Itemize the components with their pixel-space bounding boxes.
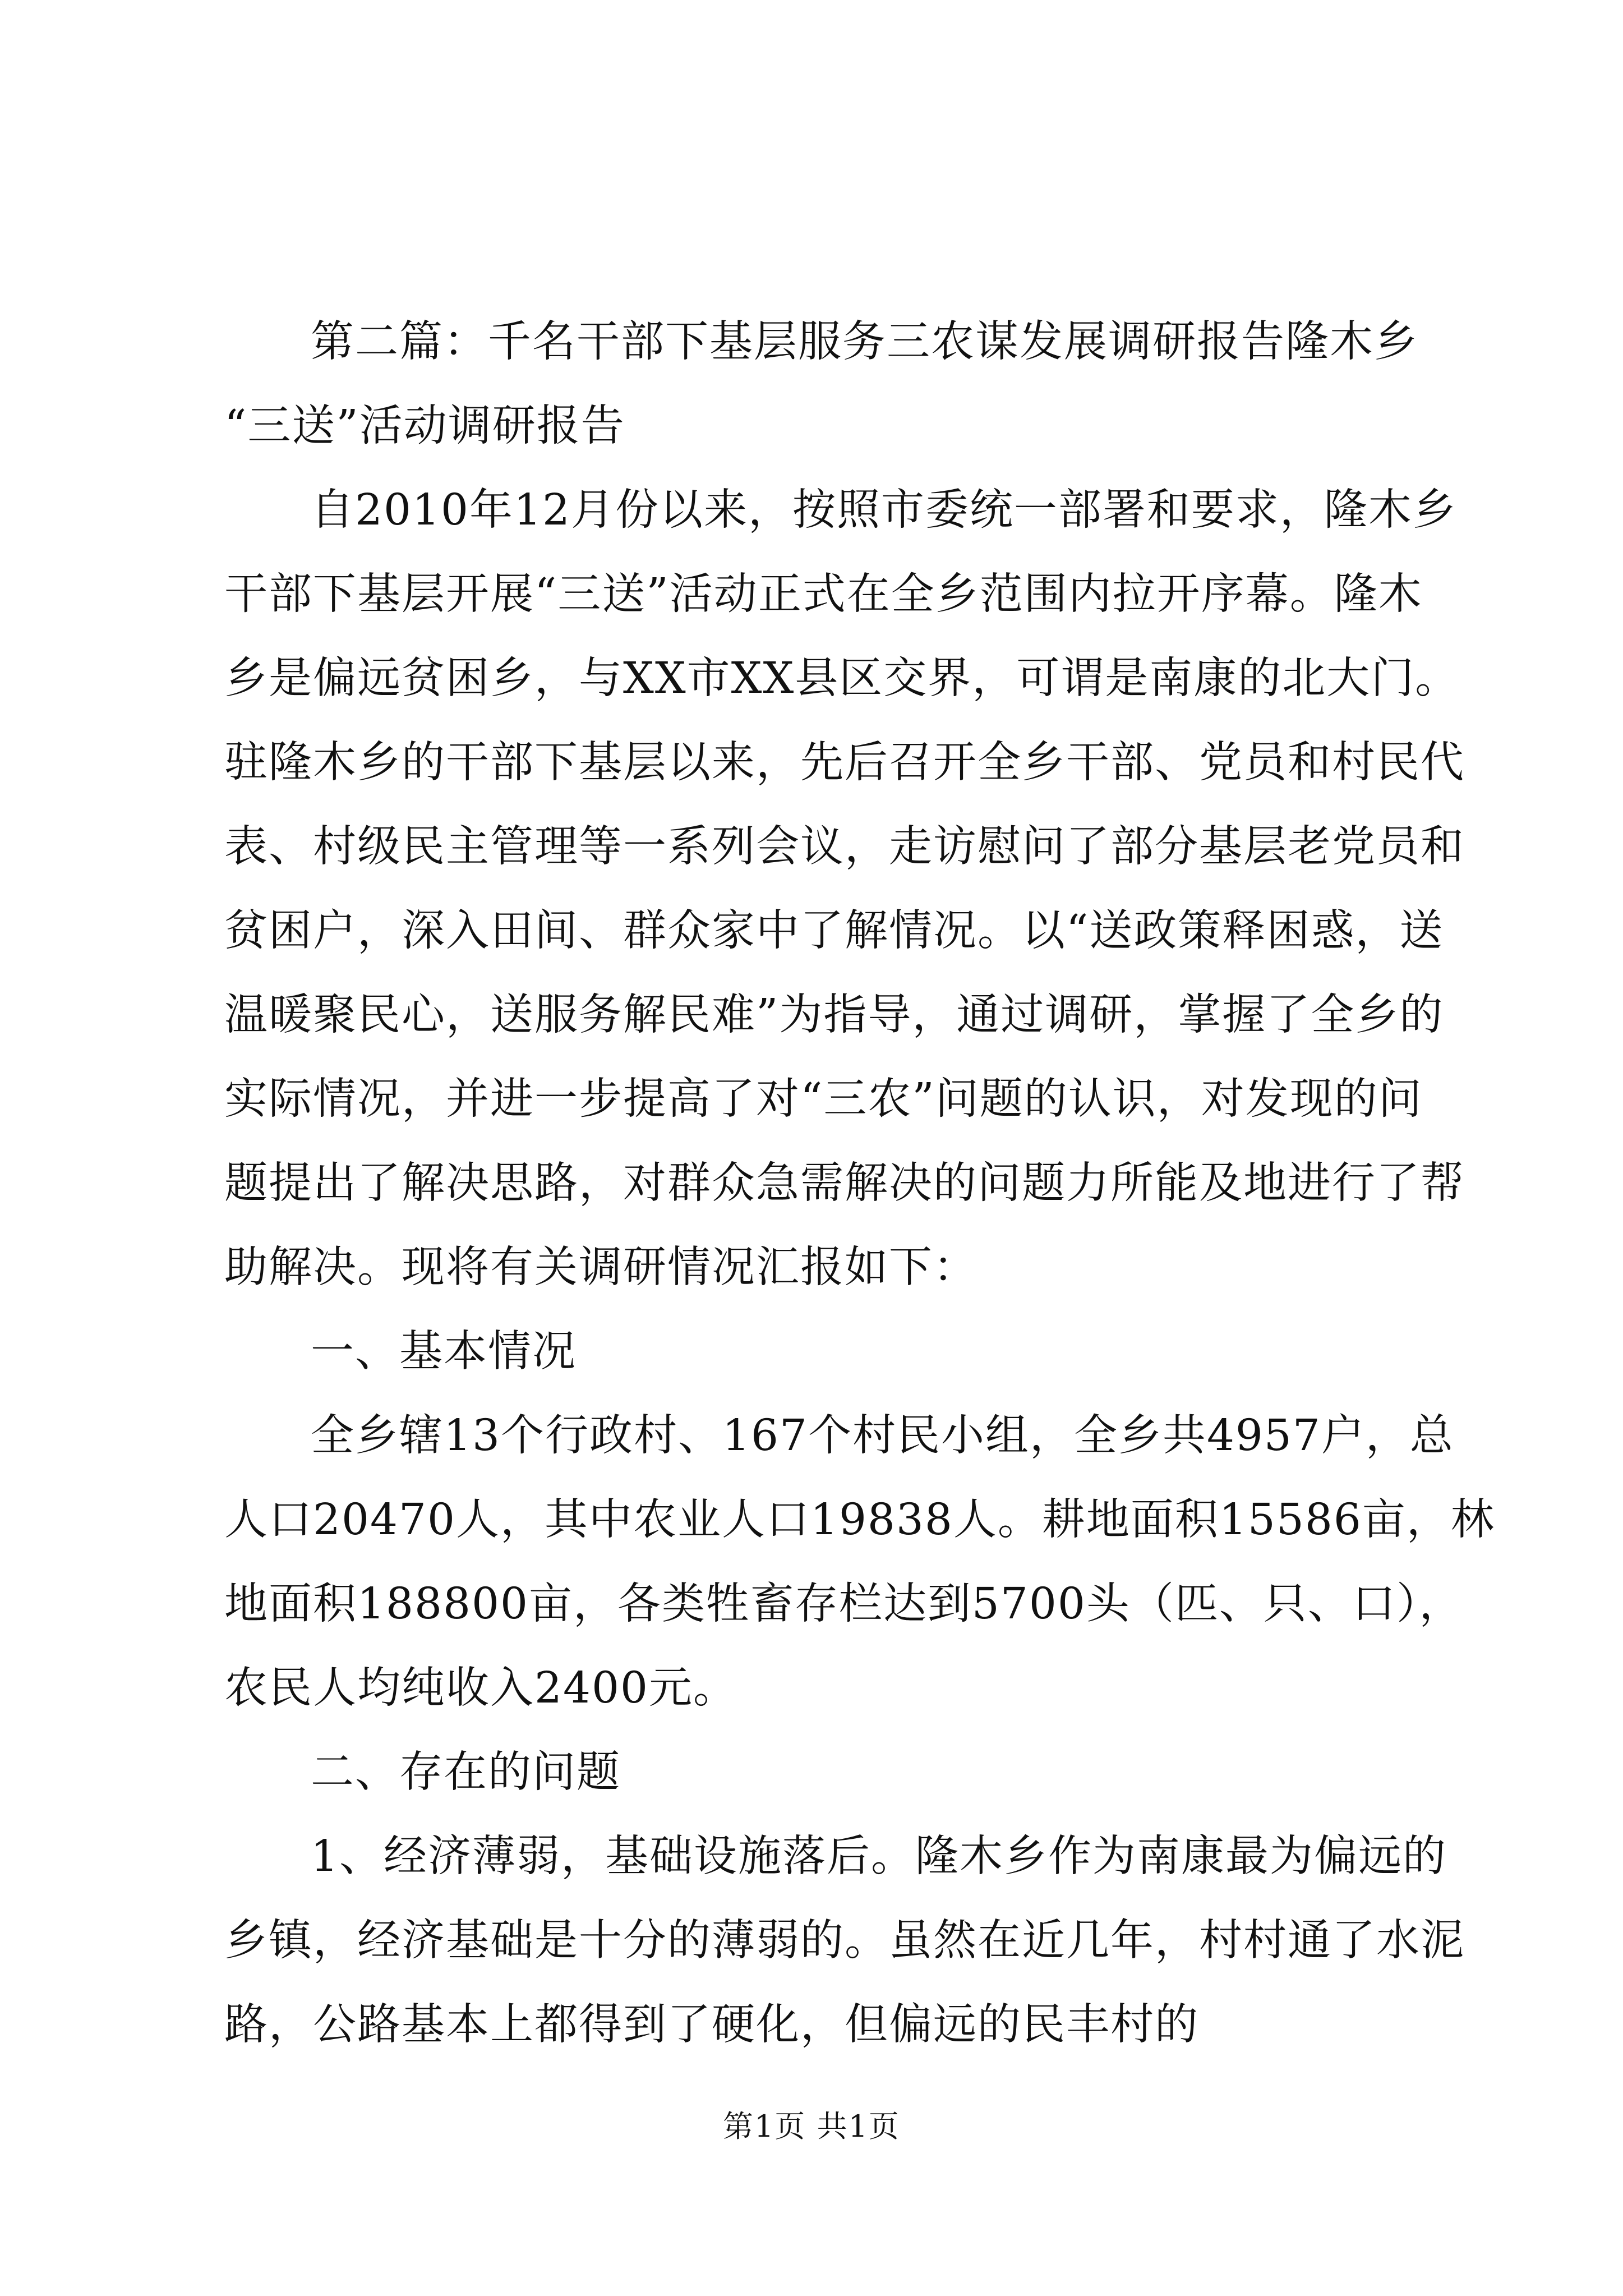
text-line: 表、村级民主管理等一系列会议，走访慰问了部分基层老党员和: [224, 822, 1465, 872]
text-line: 驻隆木乡的干部下基层以来，先后召开全乡干部、党员和村民代: [224, 738, 1465, 788]
title-line: “三送”活动调研报告: [224, 401, 625, 451]
section-heading-basic: [224, 1310, 1413, 1394]
text-line: 贫困户，深入田间、群众家中了解情况。以“送政策释困惑，送: [224, 906, 1444, 956]
text-line: 1、经济薄弱，基础设施落后。隆木乡作为南康最为偏远的: [311, 1832, 1447, 1881]
text-line: 人口20470人，其中农业人口19838人。耕地面积15586亩，林: [224, 1495, 1495, 1545]
text-line: 自2010年12月份以来，按照市委统一部署和要求，隆木乡: [311, 485, 1457, 535]
text-line: 乡镇，经济基础是十分的薄弱的。虽然在近几年，村村通了水泥: [224, 1916, 1465, 1966]
paragraph-problems: [224, 1815, 1465, 2067]
text-line: 农民人均纯收入2400元。: [224, 1663, 737, 1713]
section-heading-problems: [224, 1731, 1413, 1815]
document-body: [224, 300, 1495, 2067]
text-line: 实际情况，并进一步提高了对“三农”问题的认识，对发现的问: [224, 1074, 1423, 1124]
text-line: 全乡辖13个行政村、167个村民小组，全乡共4957户，总: [311, 1411, 1454, 1461]
document-title: [224, 300, 1418, 468]
section-heading: 一、基本情况: [311, 1327, 577, 1377]
paragraph-basic: [224, 1394, 1495, 1731]
title-line: 第二篇：千名干部下基层服务三农谋发展调研报告隆木乡: [311, 317, 1418, 367]
text-line: 乡是偏远贫困乡，与XX市XX县区交界，可谓是南康的北大门。: [224, 654, 1460, 703]
text-line: 助解决。现将有关调研情况汇报如下：: [224, 1243, 978, 1292]
section-heading: 二、存在的问题: [311, 1747, 621, 1797]
text-line: 路，公路基本上都得到了硬化，但偏远的民丰村的: [224, 2000, 1199, 2050]
page-footer: 第1页 共1页: [723, 2109, 900, 2144]
text-line: 题提出了解决思路，对群众急需解决的问题力所能及地进行了帮: [224, 1158, 1465, 1208]
paragraph-intro: [224, 468, 1465, 1310]
text-line: 温暖聚民心，送服务解民难”为指导，通过调研，掌握了全乡的: [224, 990, 1444, 1040]
text-line: 地面积188800亩，各类牲畜存栏达到5700头（匹、只、口），: [224, 1579, 1464, 1629]
text-line: 干部下基层开展“三送”活动正式在全乡范围内拉开序幕。隆木: [224, 569, 1423, 619]
